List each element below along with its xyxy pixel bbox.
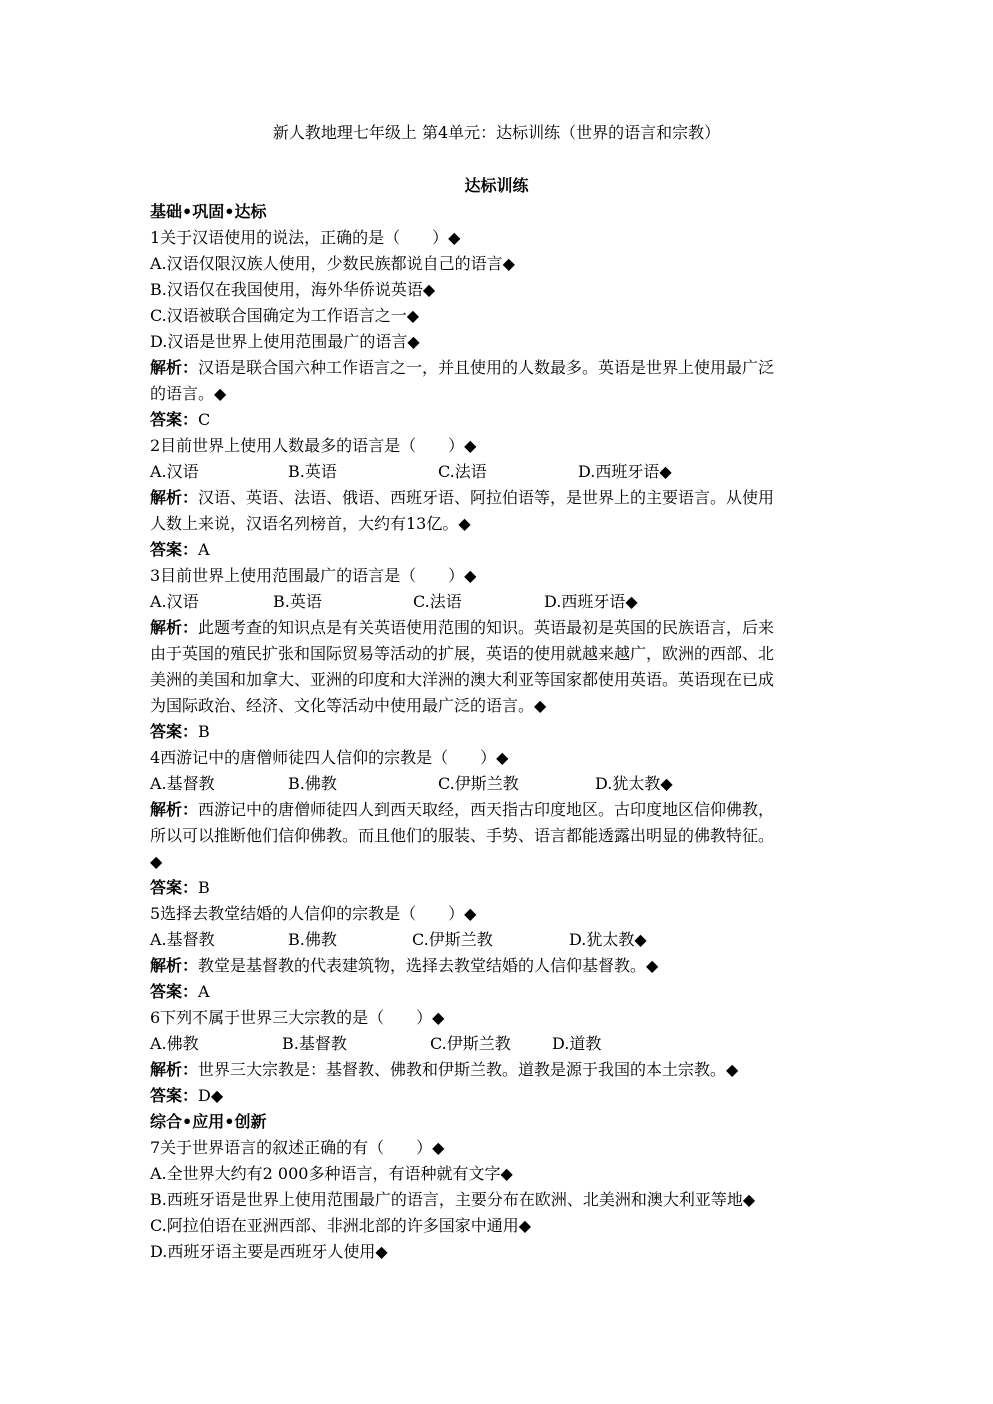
q6-option-a: A.佛教 (150, 1034, 199, 1053)
q6-options (150, 1031, 850, 1057)
q3-explanation (150, 615, 850, 641)
q4-options (150, 771, 850, 797)
q2-option-d: D.西班牙语◆ (578, 462, 672, 481)
q5-explanation-text: 教堂是基督教的代表建筑物，选择去教堂结婚的人信仰基督教。◆ (198, 956, 659, 975)
q3-answer-value: B (198, 722, 210, 741)
q3-stem: 3目前世界上使用范围最广的语言是（ ）◆ (150, 566, 477, 585)
q4-stem: 4西游记中的唐僧师徒四人信仰的宗教是（ ）◆ (150, 748, 509, 767)
q3-explanation-text: 此题考查的知识点是有关英语使用范围的知识。英语最初是英国的民族语言，后来 (198, 618, 775, 637)
q4-answer-label: 答案： (150, 878, 199, 897)
q1-option-c: C.汉语被联合国确定为工作语言之一◆ (150, 306, 420, 325)
q3-option-a: A.汉语 (150, 592, 199, 611)
q5-option-d: D.犹太教◆ (569, 930, 647, 949)
q5-option-b: B.佛教 (288, 930, 337, 949)
q6-answer (150, 1083, 850, 1109)
q6-explanation-label: 解析： (150, 1060, 199, 1079)
q7-option-b: B.西班牙语是世界上使用范围最广的语言，主要分布在欧洲、北美洲和澳大利亚等地◆ (150, 1190, 756, 1209)
q3-explanation-label: 解析： (150, 618, 199, 637)
q2-option-c: C.法语 (438, 462, 487, 481)
q1-answer-value: C (198, 410, 211, 429)
q3-explanation-cont-1: 由于英国的殖民扩张和国际贸易等活动的扩展，英语的使用就越来越广，欧洲的西部、北 (150, 644, 775, 663)
q5-answer (150, 979, 850, 1005)
q7-option-d: D.西班牙语主要是西班牙人使用◆ (150, 1242, 388, 1261)
q4-answer-value: B (198, 878, 210, 897)
q5-stem: 5选择去教堂结婚的人信仰的宗教是（ ）◆ (150, 904, 477, 923)
q1-answer (150, 407, 850, 433)
q2-option-b: B.英语 (288, 462, 337, 481)
q6-explanation (150, 1057, 850, 1083)
q6-option-b: B.基督教 (282, 1034, 347, 1053)
q5-explanation (150, 953, 850, 979)
document-title: 新人教地理七年级上 第4单元：达标训练（世界的语言和宗教） (272, 123, 721, 142)
q2-explanation-text: 汉语、英语、法语、俄语、西班牙语、阿拉伯语等，是世界上的主要语言。从使用 (198, 488, 775, 507)
q2-explanation-label: 解析： (150, 488, 199, 507)
q1-option-b: B.汉语仅在我国使用，海外华侨说英语◆ (150, 280, 436, 299)
q6-option-c: C.伊斯兰教 (430, 1034, 511, 1053)
q6-answer-value: D◆ (198, 1086, 224, 1105)
q7-option-c: C.阿拉伯语在亚洲西部、非洲北部的许多国家中通用◆ (150, 1216, 532, 1235)
q7-stem: 7关于世界语言的叙述正确的有（ ）◆ (150, 1138, 445, 1157)
q6-answer-label: 答案： (150, 1086, 199, 1105)
q7-option-a: A.全世界大约有2 000多种语言，有语种就有文字◆ (150, 1164, 513, 1183)
q4-option-b: B.佛教 (288, 774, 337, 793)
q5-answer-value: A (198, 982, 210, 1001)
q3-explanation-cont-3: 为国际政治、经济、文化等活动中使用最广泛的语言。◆ (150, 696, 547, 715)
q2-answer (150, 537, 850, 563)
q1-explanation (150, 355, 850, 381)
q3-options (150, 589, 850, 615)
q4-option-c: C.伊斯兰教 (438, 774, 519, 793)
q5-option-c: C.伊斯兰教 (412, 930, 493, 949)
q3-explanation-cont-2: 美洲的美国和加拿大、亚洲的印度和大洋洲的澳大利亚等国家都使用英语。英语现在已成 (150, 670, 775, 689)
q2-explanation (150, 485, 850, 511)
section-heading: 达标训练 (464, 176, 529, 195)
q5-options (150, 927, 850, 953)
q4-explanation-cont-1: 所以可以推断他们信仰佛教。而且他们的服装、手势、语言都能透露出明显的佛教特征。 (150, 826, 775, 845)
subsection-comprehensive: 综合•应用•创新 (150, 1112, 267, 1131)
q3-option-c: C.法语 (413, 592, 462, 611)
q5-answer-label: 答案： (150, 982, 199, 1001)
q2-options (150, 459, 850, 485)
q4-option-d: D.犹太教◆ (595, 774, 673, 793)
subsection-basic: 基础•巩固•达标 (150, 202, 267, 221)
q1-explanation-text: 汉语是联合国六种工作语言之一，并且使用的人数最多。英语是世界上使用最广泛 (198, 358, 775, 377)
q3-answer (150, 719, 850, 745)
q5-option-a: A.基督教 (150, 930, 215, 949)
q4-explanation-cont-2: ◆ (150, 852, 163, 871)
q6-stem: 6下列不属于世界三大宗教的是（ ）◆ (150, 1008, 445, 1027)
q3-answer-label: 答案： (150, 722, 199, 741)
q6-option-d: D.道教 (552, 1034, 602, 1053)
q1-stem: 1关于汉语使用的说法，正确的是（ ）◆ (150, 228, 461, 247)
q5-explanation-label: 解析： (150, 956, 199, 975)
q2-explanation-cont: 人数上来说，汉语名列榜首，大约有13亿。◆ (150, 514, 471, 533)
q3-option-d: D.西班牙语◆ (544, 592, 638, 611)
q2-stem: 2目前世界上使用人数最多的语言是（ ）◆ (150, 436, 477, 455)
q2-option-a: A.汉语 (150, 462, 199, 481)
q1-option-d: D.汉语是世界上使用范围最广的语言◆ (150, 332, 420, 351)
q1-answer-label: 答案： (150, 410, 199, 429)
q4-answer (150, 875, 850, 901)
q1-explanation-cont: 的语言。◆ (150, 384, 227, 403)
q4-explanation (150, 797, 850, 823)
q1-explanation-label: 解析： (150, 358, 199, 377)
q6-explanation-text: 世界三大宗教是：基督教、佛教和伊斯兰教。道教是源于我国的本土宗教。◆ (198, 1060, 739, 1079)
q1-option-a: A.汉语仅限汉族人使用，少数民族都说自己的语言◆ (150, 254, 515, 273)
q4-explanation-label: 解析： (150, 800, 199, 819)
q2-answer-label: 答案： (150, 540, 199, 559)
q4-option-a: A.基督教 (150, 774, 215, 793)
q4-explanation-text: 西游记中的唐僧师徒四人到西天取经，西天指古印度地区。古印度地区信仰佛教， (198, 800, 775, 819)
q2-answer-value: A (198, 540, 210, 559)
q3-option-b: B.英语 (273, 592, 322, 611)
